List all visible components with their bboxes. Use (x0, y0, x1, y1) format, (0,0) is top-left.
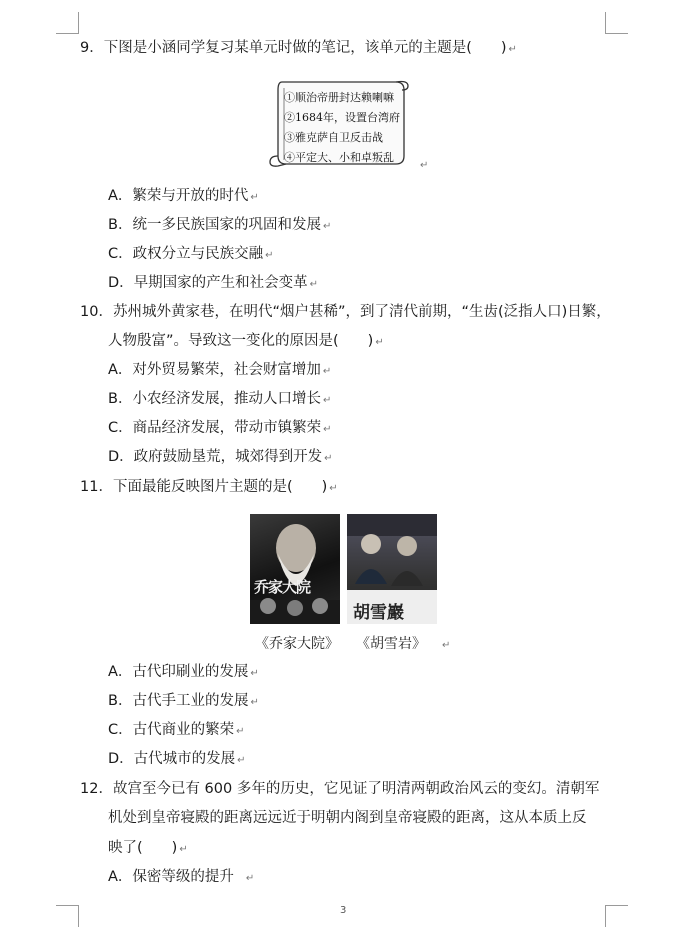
q10-option-a[interactable] (108, 360, 331, 382)
question-9-text: 9．下图是小涵同学复习某单元时做的笔记，该单元的主题是( ) (80, 40, 507, 56)
q9-option-c[interactable] (108, 244, 274, 266)
poster-hu-xueyan (347, 514, 437, 624)
paragraph-mark-icon: ↵ (322, 366, 332, 377)
question-10-text: 人物殷富”。导致这一变化的原因是( ) (108, 333, 374, 349)
option-text: A．繁荣与开放的时代 (108, 188, 249, 204)
option-text: B．小农经济发展，推动人口增长 (108, 391, 321, 407)
question-12-stem-line3 (108, 838, 188, 860)
q12-option-a[interactable] (108, 867, 254, 889)
paragraph-mark-icon: ↵ (322, 395, 332, 406)
paragraph-mark-icon: ↵ (329, 483, 338, 494)
q11-option-a[interactable] (108, 662, 259, 684)
crop-mark-bottom-left (78, 905, 79, 927)
crop-mark-bottom-right-h (606, 905, 628, 906)
paragraph-mark-icon: ↵ (265, 250, 274, 261)
q11-option-c[interactable] (108, 720, 245, 742)
question-10-stem-line2 (108, 331, 384, 353)
option-text: C．古代商业的繁荣 (108, 722, 235, 738)
q10-option-d[interactable] (108, 447, 333, 469)
note-line: ①顺治帝册封达赖喇嘛 (284, 91, 394, 104)
option-text: B．统一多民族国家的巩固和发展 (108, 217, 321, 233)
option-text: D．早期国家的产生和社会变革 (108, 275, 308, 291)
paragraph-mark-icon: ↵ (375, 337, 384, 348)
option-text: C．政权分立与民族交融 (108, 246, 264, 262)
paragraph-mark-icon: ↵ (309, 279, 319, 290)
option-text: D．古代城市的发展 (108, 751, 236, 767)
crop-mark-bottom-right (605, 905, 606, 927)
crop-mark-top-right (605, 12, 606, 34)
notes-scroll-text (284, 88, 400, 168)
crop-mark-top-right-h (606, 33, 628, 34)
q9-option-b[interactable] (108, 215, 331, 237)
paragraph-mark-icon: ↵ (245, 873, 255, 884)
paragraph-mark-icon: ↵ (420, 160, 429, 171)
question-10-stem-line1: 10．苏州城外黄家巷，在明代“烟户甚稀”，到了清代前期，“生齿(泛指人口)日繁， (80, 304, 611, 320)
page-number: 3 (340, 905, 347, 916)
q10-option-b[interactable] (108, 389, 331, 411)
paragraph-mark-icon: ↵ (250, 697, 259, 708)
crop-mark-top-left-h (56, 33, 78, 34)
paragraph-mark-icon: ↵ (323, 424, 332, 435)
question-11-stem (80, 477, 338, 499)
paragraph-mark-icon: ↵ (324, 453, 333, 464)
q9-option-a[interactable] (108, 186, 259, 208)
question-9-stem (80, 38, 517, 60)
q9-option-d[interactable] (108, 273, 318, 295)
q10-option-c[interactable] (108, 418, 332, 440)
paragraph-mark-icon: ↵ (250, 668, 259, 679)
q11-option-d[interactable] (108, 749, 246, 771)
option-text: C．商品经济发展，带动市镇繁荣 (108, 420, 322, 436)
caption-hu-xueyan: 《胡雪岩》 (356, 636, 426, 652)
poster-title: 胡雪巖 (353, 603, 404, 623)
q11-option-b[interactable] (108, 691, 259, 713)
option-text: B．古代手工业的发展 (108, 693, 249, 709)
note-line: ②1684年，设置台湾府 (284, 111, 400, 124)
note-line: ③雅克萨自卫反击战 (284, 131, 383, 144)
paragraph-mark-icon: ↵ (236, 726, 245, 737)
paragraph-mark-icon: ↵ (322, 221, 332, 232)
option-text: D．政府鼓励垦荒，城郊得到开发 (108, 449, 323, 465)
paragraph-mark-icon: ↵ (508, 44, 517, 55)
crop-mark-top-left (78, 12, 79, 34)
paragraph-mark-icon: ↵ (442, 640, 451, 651)
portrait-elder-icon (250, 514, 340, 624)
caption-qiao-family-compound: 《乔家大院》 (255, 636, 339, 652)
option-text: A．对外贸易繁荣，社会财富增加 (108, 362, 321, 378)
paragraph-mark-icon: ↵ (237, 755, 246, 766)
question-12-stem-line1: 12．故宫至今已有 600 多年的历史，它见证了明清两朝政治风云的变幻。清朝军 (80, 781, 600, 797)
note-line: ④平定大、小和卓叛乱 (284, 151, 394, 164)
paragraph-mark-icon: ↵ (250, 192, 259, 203)
option-text: A．保密等级的提升 (108, 869, 234, 885)
paragraph-mark-icon: ↵ (179, 844, 188, 855)
crop-mark-bottom-left-h (56, 905, 78, 906)
question-12-stem-line2: 机处到皇帝寝殿的距离远远近于明朝内阁到皇帝寝殿的距离，这从本质上反 (108, 810, 587, 826)
poster-title: 乔家大院 (254, 578, 311, 596)
option-text: A．古代印刷业的发展 (108, 664, 249, 680)
poster-qiao-family-compound (250, 514, 340, 624)
question-11-text: 11．下面最能反映图片主题的是( ) (80, 479, 328, 495)
question-12-text: 映了( ) (108, 840, 178, 856)
